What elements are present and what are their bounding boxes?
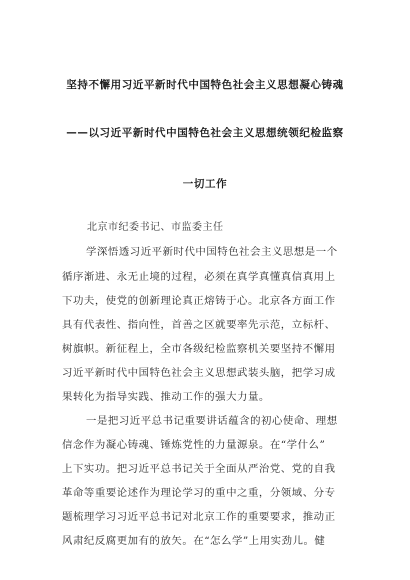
body-line: 上下实功。把习近平总书记关于全面从严治党、党的自我: [62, 463, 336, 475]
body-line: 风肃纪反腐更加有的放矢。在“怎么学”上用实劲儿。健: [62, 535, 326, 547]
body-line: 树旗帜。新征程上，全市各级纪检监察机关要坚持不懈用: [62, 343, 336, 355]
body-line: 具有代表性、指向性，首善之区就要率先示范，立标杆、: [62, 319, 336, 331]
body-line: 一是把习近平总书记重要讲话蕴含的初心使命、理想: [86, 415, 338, 427]
document-title: 坚持不懈用习近平新时代中国特色社会主义思想凝心铸魂: [66, 79, 344, 91]
body-line: 信念作为凝心铸魂、锤炼党性的力量源泉。在“学什么”: [62, 439, 326, 451]
document-subtitle: ——以习近平新时代中国特色社会主义思想统领纪检监察: [66, 127, 344, 139]
body-line: 题梳理学习习近平总书记对北京工作的重要要求，推动正: [62, 511, 336, 523]
author-line: 北京市纪委书记、市监委主任: [87, 222, 224, 233]
body-line: 循序渐进、永无止境的过程，必须在真学真懂真信真用上: [62, 271, 336, 283]
document-subtitle-continued: 一切工作: [182, 178, 228, 190]
body-line: 学深悟透习近平新时代中国特色社会主义思想是一个: [86, 246, 338, 258]
body-line: 习近平新时代中国特色社会主义思想武装头脑，把学习成: [62, 367, 336, 379]
body-line: 下功夫，使党的创新理论真正熔铸于心。北京各方面工作: [62, 295, 336, 307]
body-line: 果转化为指导实践、推动工作的强大力量。: [62, 391, 270, 403]
body-line: 革命等重要论述作为理论学习的重中之重，分领域、分专: [62, 487, 336, 499]
